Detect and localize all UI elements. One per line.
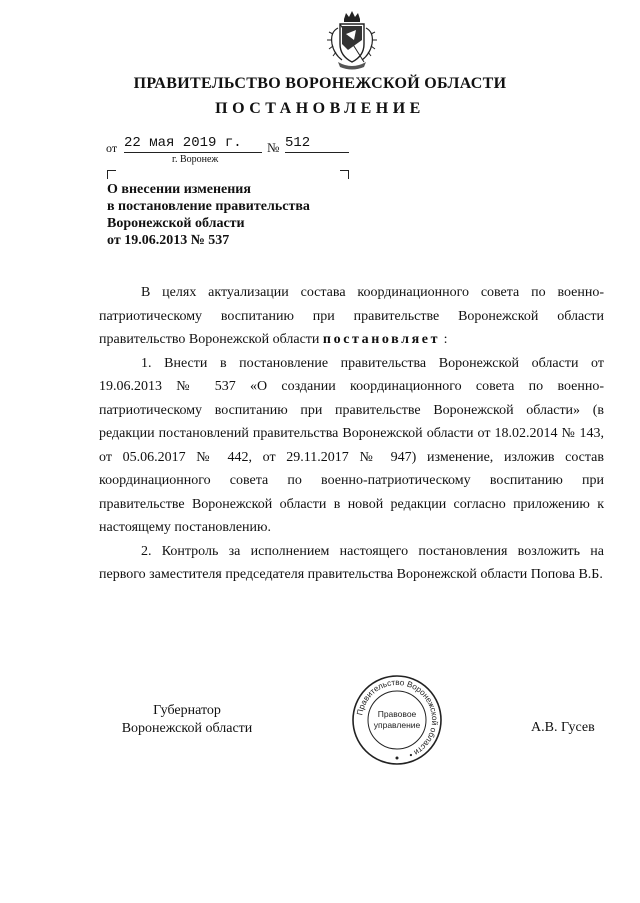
item-1-paragraph: 1. Внести в постановление правительства Воронежской области от 19.06.2013 № 537 «О создании координационного совета по военно-патриотическому воспитанию при правительстве Воронежской области» (в редакции постановлений правительства Воронежской области от 18.02.2014 № 143, от 05.06.2017 № 442, от 29.11.2017 № 947) изменение, изложив состав координационного совета по военно-патриотическому воспитанию при правительстве Воронежской области в новой редакции согласно приложению к настоящему постановлению. bbox=[99, 355, 604, 535]
subject-bracket-left bbox=[107, 170, 116, 179]
approval-stamp bbox=[351, 674, 443, 766]
stamp-inner-line1: Правовое bbox=[377, 709, 417, 719]
subject-line: О внесении изменения bbox=[107, 182, 251, 197]
signatory-name: А.В. Гусев bbox=[531, 720, 595, 735]
item-2-paragraph: 2. Контроль за исполнением настоящего постановления возложить на первого заместителя председателя правительства Воронежской области Попова В.Б. bbox=[99, 543, 604, 582]
stamp-outer-path: Правительство Воронежской области • bbox=[355, 677, 440, 760]
decree-word: постановляет bbox=[322, 332, 441, 347]
coat-of-arms-icon bbox=[324, 10, 380, 72]
document-body bbox=[99, 281, 604, 587]
decree-colon: : bbox=[443, 332, 448, 347]
signatory-title-line: Губернатор bbox=[153, 703, 221, 718]
subject-line: в постановление правительства bbox=[107, 199, 310, 214]
city: г. Воронеж bbox=[172, 154, 219, 165]
signatory-title-line: Воронежской области bbox=[121, 721, 253, 736]
intro-text: В целях актуализации состава координационного совета по военно-патриотическому воспитанию при правительстве Воронежской области правительство Воронежской области bbox=[99, 285, 604, 347]
subject-bracket-right bbox=[340, 170, 349, 179]
subject-line: от 19.06.2013 № 537 bbox=[107, 233, 230, 248]
government-name: ПРАВИТЕЛЬСТВО ВОРОНЕЖСКОЙ ОБЛАСТИ bbox=[133, 75, 507, 92]
intro-paragraph bbox=[99, 281, 604, 352]
document-number: 512 bbox=[285, 135, 349, 153]
signatory-title bbox=[112, 702, 262, 738]
document-date: 22 мая 2019 г. bbox=[124, 135, 262, 153]
document-subject bbox=[107, 181, 310, 249]
document-type: ПОСТАНОВЛЕНИЕ bbox=[215, 100, 425, 117]
number-label: № bbox=[267, 140, 280, 155]
stamp-inner-line2: управление bbox=[373, 720, 421, 730]
date-label: от bbox=[106, 141, 118, 155]
subject-line: Воронежской области bbox=[107, 216, 245, 231]
